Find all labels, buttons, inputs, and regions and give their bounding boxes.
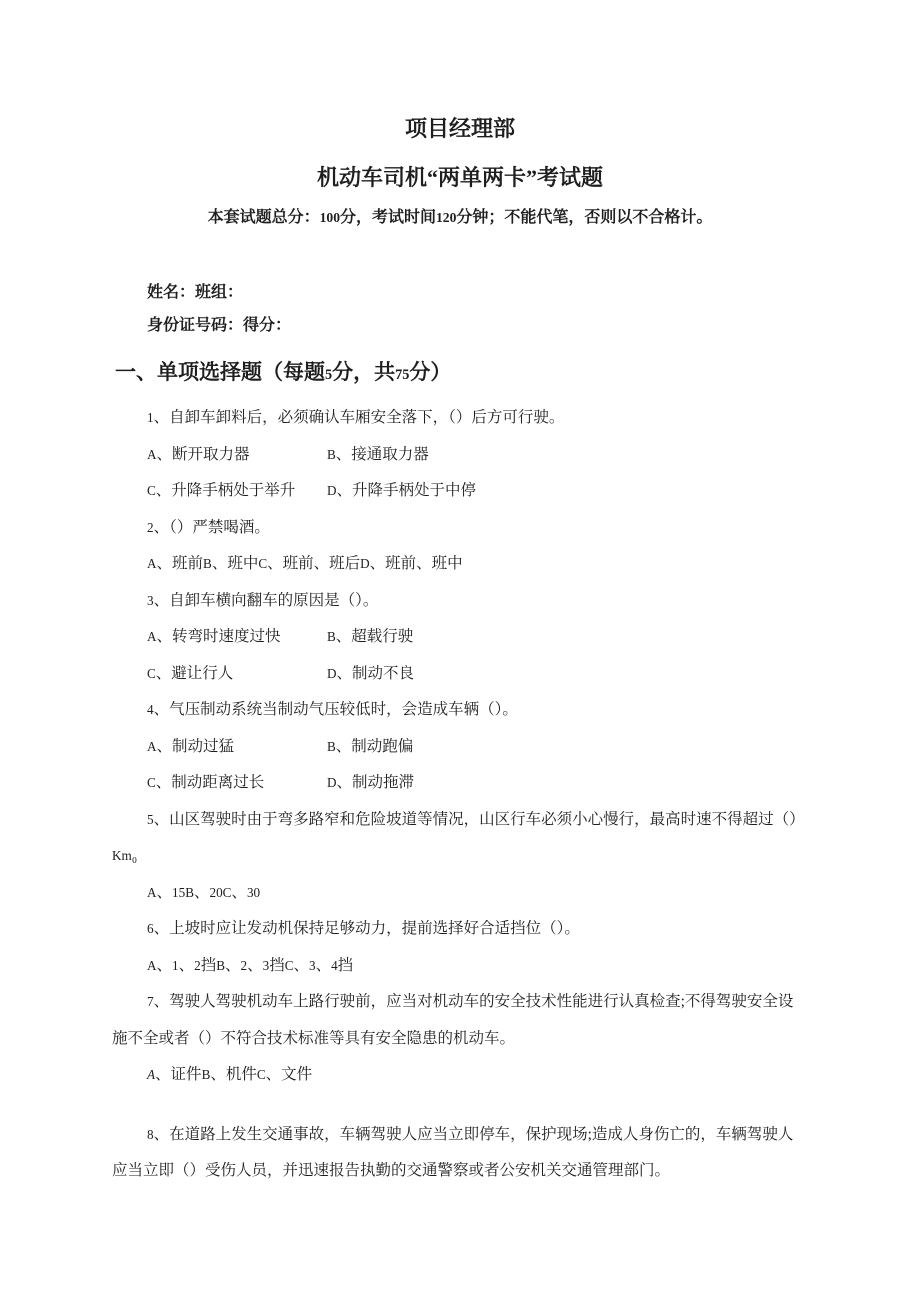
option-right: D、制动拖滞 [327, 774, 415, 791]
option-right: B、接通取力器 [327, 445, 429, 463]
option-right: B、超载行驶 [327, 628, 414, 645]
option-left: A、断开取力器 [147, 445, 250, 463]
option-left: C、升降手柄处于举升 [147, 482, 296, 499]
question-block [112, 583, 808, 693]
question-block [112, 1117, 808, 1190]
name-team-field: 姓名：班组： [147, 284, 244, 301]
question-stem-line: 应当立即（）受伤人员，并迅速报告执勤的交通警察或者公安机关交通管理部门。 [112, 1162, 671, 1179]
section-heading: 一、单项选择题（每题5分，共75分） [115, 360, 452, 384]
option-row [112, 729, 808, 766]
option-row [112, 619, 808, 656]
option-row [112, 1057, 808, 1094]
question-block [112, 510, 808, 583]
option-left: C、制动距离过长 [147, 774, 265, 791]
question-block [112, 911, 808, 984]
question-stem-line: 3、自卸车横向翻车的原因是（）。 [147, 591, 379, 609]
question-stem-line: 6、上坡时应让发动机保持足够动力，提前选择好合适挡位（）。 [147, 920, 580, 937]
department-title: 项目经理部 [404, 116, 515, 141]
option-row [112, 473, 808, 510]
exam-instructions: 本套试题总分：100分，考试时间120分钟；不能代笔，否则以不合格计。 [207, 209, 713, 226]
option-left: A、转弯时速度过快 [147, 628, 281, 645]
question-block [112, 692, 808, 802]
option-right: D、升降手柄处于中停 [327, 482, 477, 499]
option-left: C、避让行人 [147, 664, 234, 682]
option-row [112, 765, 808, 802]
question-block [112, 984, 808, 1094]
question-block [112, 400, 808, 510]
question-block [112, 802, 808, 912]
option-row: A、1、2挡B、2、3挡C、3、4挡 [147, 956, 354, 974]
question-stem-line: 8、在道路上发生交通事故，车辆驾驶人应当立即停车，保护现场;造成人身伤亡的，车辆驾驶人 [147, 1125, 794, 1143]
option-rest: 、证件B、机件C、文件 [155, 1066, 313, 1083]
option-row [112, 437, 808, 474]
question-list [112, 400, 808, 1190]
option-right: B、制动跑偏 [327, 737, 414, 755]
id-score-field: 身份证号码：得分： [147, 317, 292, 334]
question-stem-line: 施不全或者（）不符合技术标准等具有安全隐患的机动车。 [112, 1029, 516, 1047]
option-right: D、制动不良 [327, 664, 415, 682]
option-row: A、班前B、班中C、班前、班后D、班前、班中 [147, 555, 463, 572]
question-stem-line: 4、气压制动系统当制动气压较低时，会造成车辆（）。 [147, 701, 518, 718]
exam-title: 机动车司机“两单两卡”考试题 [316, 165, 603, 190]
option-left: A、制动过猛 [147, 737, 235, 755]
question-stem-line: 7、驾驶人驾驶机动车上路行驶前，应当对机动车的安全技术性能进行认真检查;不得驾驶安全设 [147, 993, 794, 1010]
question-stem-line: Km₀ [112, 847, 138, 864]
question-stem-line: 2、（）严禁喝酒。 [147, 518, 270, 536]
option-label-italic: A [147, 1067, 156, 1082]
question-stem-line: 5、山区驾驶时由于弯多路窄和危险坡道等情况，山区行车必须小心慢行，最高时速不得超过（） [147, 810, 805, 828]
option-row [112, 656, 808, 693]
option-row: A、15B、20C、30 [147, 883, 261, 901]
question-stem-line: 1、自卸车卸料后，必须确认车厢安全落下，（）后方可行驶。 [147, 409, 565, 426]
